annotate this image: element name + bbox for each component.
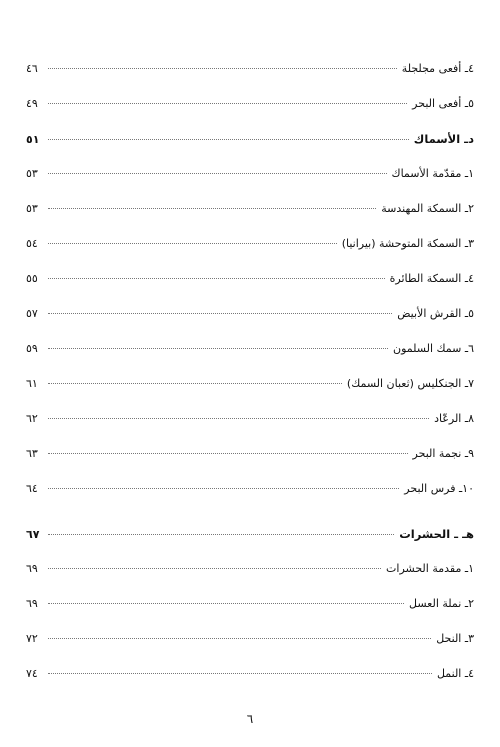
table-of-contents bbox=[26, 62, 474, 702]
dot-leader bbox=[48, 313, 392, 314]
toc-entry-page: ٦١ bbox=[26, 377, 38, 390]
toc-entry-page: ٥٩ bbox=[26, 342, 38, 355]
toc-entry-page: ٥٤ bbox=[26, 237, 38, 250]
toc-entry bbox=[26, 482, 474, 517]
dot-leader bbox=[48, 68, 397, 69]
dot-leader bbox=[48, 638, 431, 639]
dot-leader bbox=[48, 488, 399, 489]
toc-entry bbox=[26, 167, 474, 202]
toc-entry bbox=[26, 667, 474, 702]
toc-entry-title: ٦ـ سمك السلمون bbox=[393, 342, 474, 355]
dot-leader bbox=[48, 278, 385, 279]
dot-leader bbox=[48, 453, 408, 454]
dot-leader bbox=[48, 673, 432, 674]
toc-entry-page: ٥١ bbox=[26, 133, 40, 146]
toc-entry-page: ٥٧ bbox=[26, 307, 38, 320]
toc-entry bbox=[26, 597, 474, 632]
dot-leader bbox=[48, 534, 394, 535]
toc-entry-page: ٥٣ bbox=[26, 202, 38, 215]
toc-entry bbox=[26, 307, 474, 342]
toc-entry-page: ٦٩ bbox=[26, 562, 38, 575]
toc-entry-title: ٨ـ الرعّاد bbox=[434, 412, 474, 425]
toc-entry-title: ٧ـ الجنكليس (ثعبان السمك) bbox=[346, 377, 474, 390]
dot-leader bbox=[48, 243, 337, 244]
toc-entry-page: ٥٥ bbox=[26, 272, 38, 285]
toc-entry bbox=[26, 237, 474, 272]
toc-entry-page: ٤٩ bbox=[26, 97, 38, 110]
toc-entry-title: هـ ـ الحشرات bbox=[399, 527, 474, 541]
dot-leader bbox=[48, 383, 342, 384]
toc-section-heading bbox=[26, 132, 474, 167]
toc-entry-title: ٥ـ أفعى البحر bbox=[412, 97, 474, 110]
toc-entry-title: ٢ـ نملة العسل bbox=[409, 597, 474, 610]
toc-entry-title: ٤ـ أفعى مجلجلة bbox=[401, 62, 474, 75]
toc-entry-title: ٣ـ النحل bbox=[436, 632, 474, 645]
dot-leader bbox=[48, 173, 387, 174]
dot-leader bbox=[48, 208, 376, 209]
dot-leader bbox=[48, 418, 429, 419]
toc-entry-title: ٤ـ السمكة الطائرة bbox=[389, 272, 474, 285]
toc-section-heading bbox=[26, 527, 474, 562]
toc-entry bbox=[26, 377, 474, 412]
toc-entry-title: ٢ـ السمكة المهندسة bbox=[381, 202, 474, 215]
toc-entry-title: دـ الأسماك bbox=[413, 132, 474, 146]
toc-entry-page: ٥٣ bbox=[26, 167, 38, 180]
toc-entry-title: ٩ـ نجمة البحر bbox=[412, 447, 474, 460]
toc-entry bbox=[26, 447, 474, 482]
toc-entry-page: ٤٦ bbox=[26, 62, 38, 75]
toc-entry-page: ٦٤ bbox=[26, 482, 38, 495]
dot-leader bbox=[48, 568, 381, 569]
dot-leader bbox=[48, 139, 409, 140]
toc-entry-title: ١٠ـ فرس البحر bbox=[404, 482, 474, 495]
dot-leader bbox=[48, 103, 407, 104]
toc-entry-page: ٦٣ bbox=[26, 447, 38, 460]
toc-entry-title: ٥ـ القرش الأبيض bbox=[397, 307, 474, 320]
toc-entry-title: ٣ـ السمكة المتوحشة (بيرانيا) bbox=[341, 237, 474, 250]
toc-entry-title: ١ـ مقدّمة الأسماك bbox=[391, 167, 474, 180]
toc-entry-page: ٦٢ bbox=[26, 412, 38, 425]
toc-entry-page: ٧٤ bbox=[26, 667, 38, 680]
toc-entry bbox=[26, 272, 474, 307]
toc-entry bbox=[26, 632, 474, 667]
toc-entry bbox=[26, 202, 474, 237]
dot-leader bbox=[48, 348, 388, 349]
page-number: ٦ bbox=[246, 712, 254, 726]
toc-entry-page: ٦٧ bbox=[26, 528, 40, 541]
toc-entry-title: ٤ـ النمل bbox=[436, 667, 474, 680]
toc-entry bbox=[26, 97, 474, 132]
dot-leader bbox=[48, 603, 404, 604]
toc-entry-title: ١ـ مقدمة الحشرات bbox=[386, 562, 474, 575]
toc-entry bbox=[26, 62, 474, 97]
toc-entry bbox=[26, 342, 474, 377]
toc-entry-page: ٦٩ bbox=[26, 597, 38, 610]
toc-entry bbox=[26, 412, 474, 447]
toc-entry bbox=[26, 562, 474, 597]
toc-entry-page: ٧٢ bbox=[26, 632, 38, 645]
